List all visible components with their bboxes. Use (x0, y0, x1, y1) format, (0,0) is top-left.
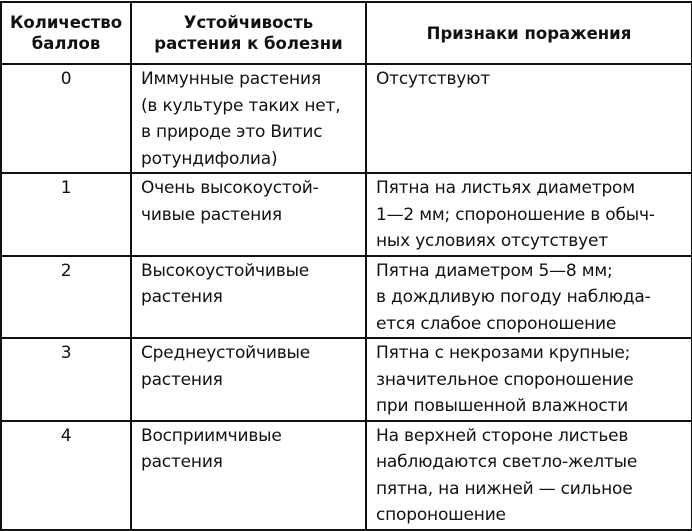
score-cell: 3 (1, 338, 131, 421)
score-cell: 2 (1, 256, 131, 339)
table-row (1, 64, 692, 173)
score-cell: 4 (1, 421, 131, 530)
text-line: Отсутствуют (376, 69, 490, 89)
text-line: Пятна с некрозами крупные; (376, 343, 631, 363)
resistance-cell (131, 173, 366, 256)
text-line: Среднеустойчивые (141, 343, 310, 363)
signs-cell (366, 338, 692, 421)
table-row (1, 421, 692, 530)
signs-cell (366, 173, 692, 256)
text-line: Восприимчивые (141, 425, 282, 446)
text-line: 1—2 мм; спороношение в обыч- (376, 204, 655, 225)
header-signs (366, 2, 692, 64)
header-resistance (131, 2, 366, 64)
text-line: Пятна диаметром 5—8 мм; (376, 260, 613, 281)
text-line: растения (141, 287, 223, 307)
header-row (1, 2, 692, 64)
resistance-cell (131, 256, 366, 339)
table-row (1, 338, 692, 421)
signs-cell (366, 421, 692, 530)
table-row (1, 173, 692, 256)
header-resistance-line: Устойчивость (183, 13, 314, 32)
text-line: при повышенной влажности (376, 396, 629, 416)
text-line: На верхней стороне листьев (376, 425, 629, 446)
text-line: Иммунные растения (141, 69, 321, 89)
text-line: в природе это Витис (141, 122, 323, 142)
signs-cell (366, 256, 692, 339)
text-line: Пятна на листьях диаметром (376, 178, 635, 198)
score-cell: 1 (1, 173, 131, 256)
header-score (1, 2, 131, 64)
score-cell: 0 (1, 64, 131, 173)
text-line: растения (141, 369, 223, 390)
header-signs-line: Признаки поражения (426, 23, 632, 43)
text-line: наблюдаются светло-желтые (376, 452, 638, 472)
text-line: чивые растения (141, 204, 282, 225)
text-line: пятна, на нижней — сильное (376, 478, 633, 499)
text-line: Высокоустойчивые (141, 260, 310, 281)
header-score-line: баллов (31, 34, 101, 53)
text-line: (в культуре таких нет, (141, 95, 341, 116)
header-score-line: Количество (9, 13, 123, 32)
text-line: ется слабое спороношение (376, 313, 617, 334)
text-line: ротундифолиа) (141, 148, 278, 169)
text-line: ных условиях отсутствует (376, 231, 608, 251)
resistance-cell (131, 338, 366, 421)
resistance-cell (131, 421, 366, 530)
disease-resistance-table (0, 1, 692, 531)
table-row (1, 256, 692, 339)
text-line: растения (141, 452, 223, 472)
text-line: в дождливую погоду наблюда- (376, 287, 651, 307)
header-resistance-line: растения к болезни (154, 34, 343, 53)
resistance-cell (131, 64, 366, 173)
text-line: значительное спороношение (376, 369, 634, 390)
text-line: Очень высокоустой- (141, 178, 319, 198)
signs-cell (366, 64, 692, 173)
text-line: спороношение (376, 505, 506, 525)
